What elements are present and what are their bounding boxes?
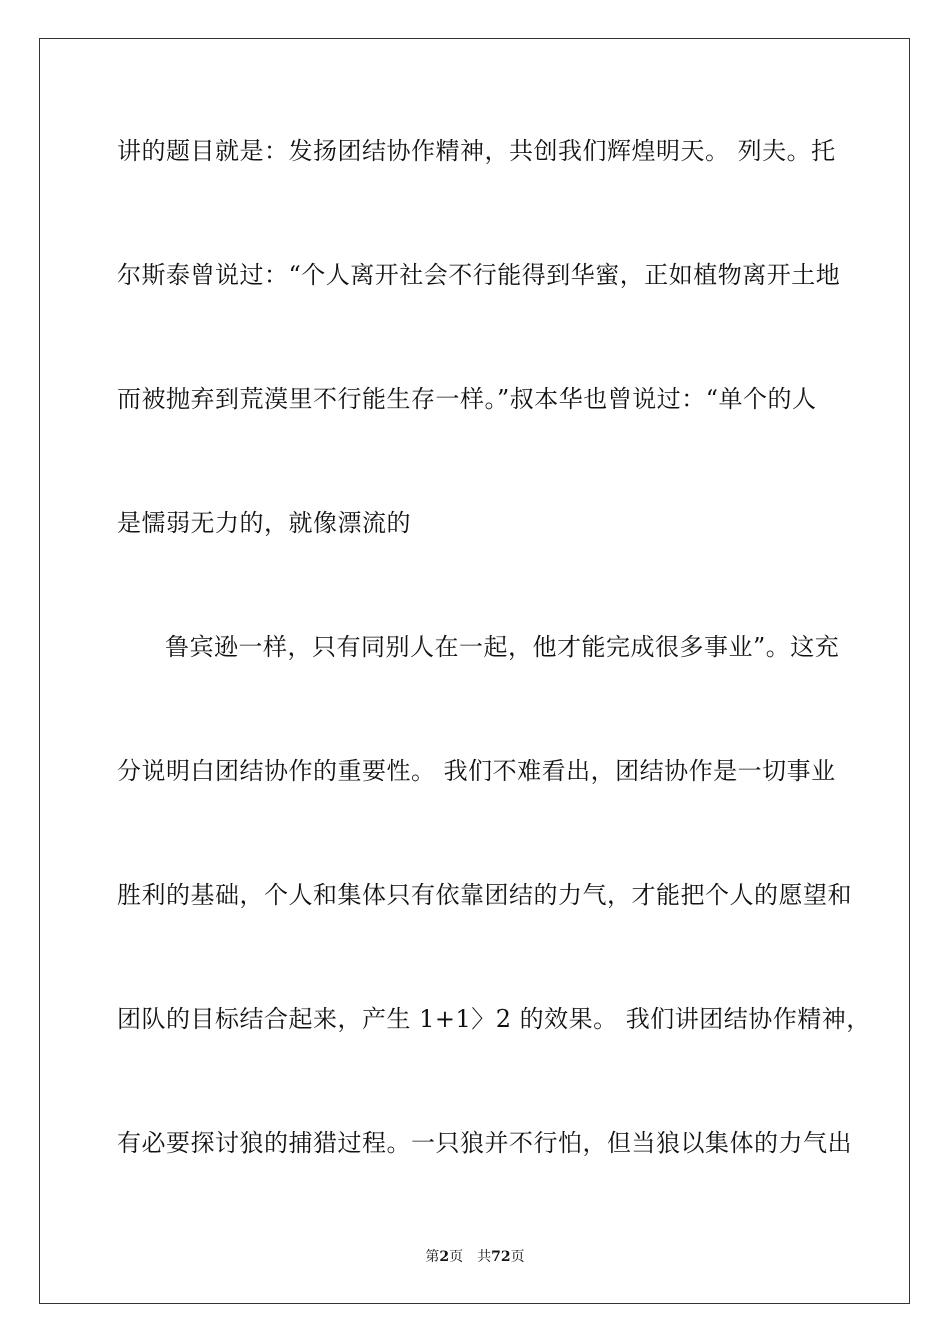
- page-number: 2: [439, 1249, 450, 1265]
- body-text-line: 胜利的基础，个人和集体只有依靠团结的力气，才能把个人的愿望和: [117, 881, 852, 909]
- page-footer: [0, 1247, 950, 1267]
- body-text-line: 而被抛弃到荒漠里不行能生存一样。”叔本华也曾说过：“单个的人: [117, 385, 817, 413]
- body-text-line: 是懦弱无力的，就像漂流的: [117, 509, 411, 537]
- body-text-line: 尔斯泰曾说过：“个人离开社会不行能得到华蜜，正如植物离开土地: [117, 261, 841, 289]
- page-label-prefix: 第: [425, 1249, 440, 1265]
- body-text-line: 讲的题目就是：发扬团结协作精神，共创我们辉煌明天。 列夫。托: [117, 137, 836, 165]
- total-label-suffix: 页: [510, 1249, 525, 1265]
- page-label-suffix: 页: [449, 1249, 464, 1265]
- total-pages: 72: [491, 1249, 511, 1265]
- total-label-prefix: 共: [477, 1249, 492, 1265]
- body-text-line: 有必要探讨狼的捕猎过程。一只狼并不行怕，但当狼以集体的力气出: [117, 1129, 852, 1157]
- page-border: [39, 38, 910, 1304]
- body-text-line: 分说明白团结协作的重要性。 我们不难看出，团结协作是一切事业: [117, 757, 836, 785]
- body-text-line-indented: 鲁宾逊一样，只有同别人在一起，他才能完成很多事业”。这充: [165, 633, 840, 661]
- body-text-line: 团队的目标结合起来，产生 1+1〉2 的效果。 我们讲团结协作精神，: [117, 1005, 871, 1033]
